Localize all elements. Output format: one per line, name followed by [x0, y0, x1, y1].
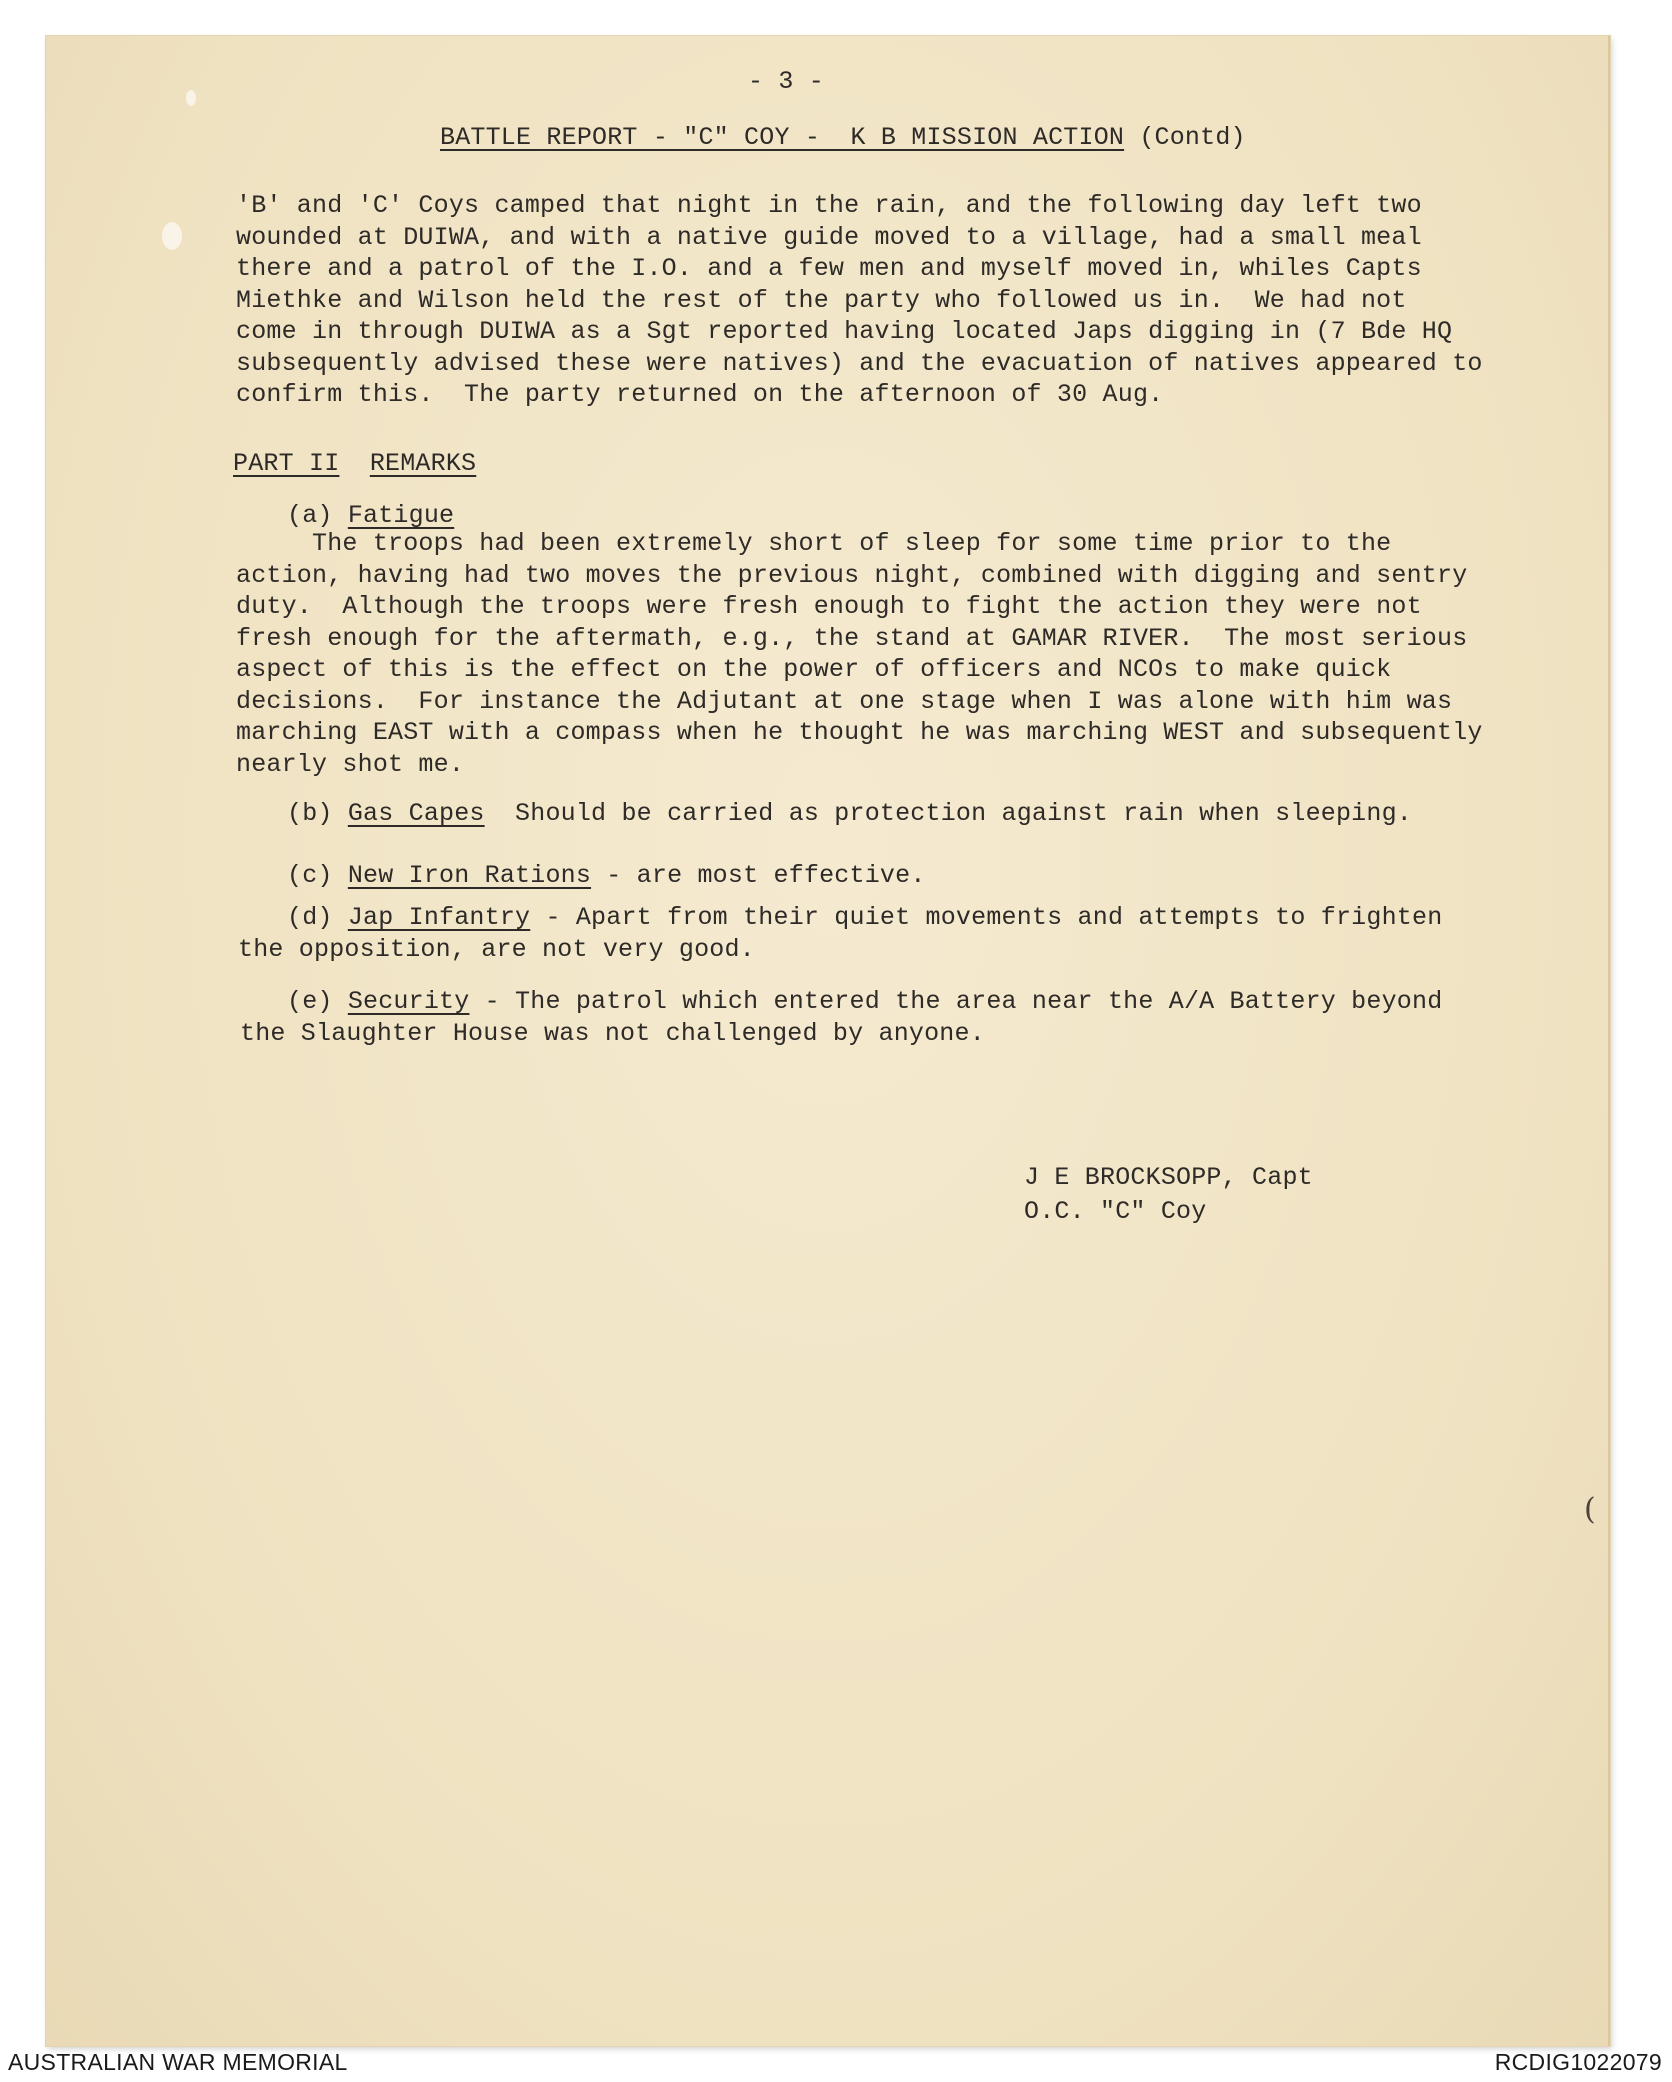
- remark-marker: (a): [287, 501, 333, 530]
- remark-heading: New Iron Rations: [347, 861, 592, 890]
- remark-d: [287, 902, 1442, 934]
- remark-marker: (c): [287, 861, 333, 890]
- remark-text: - are most effective.: [606, 861, 926, 890]
- text-line: Miethke and Wilson held the rest of the party who followed us in. We had not: [236, 285, 1407, 315]
- remark-a-heading: [287, 500, 454, 532]
- text-line: fresh enough for the aftermath, e.g., the stand at GAMAR RIVER. The most serious: [236, 623, 1468, 653]
- text-line: there and a patrol of the I.O. and a few men and myself moved in, whiles Capts: [236, 254, 1422, 283]
- page-number: - 3 -: [748, 67, 825, 96]
- text-line: action, having had two moves the previous night, combined with digging and sentry: [236, 560, 1468, 590]
- remark-a-body: [236, 528, 1483, 780]
- remark-b: [287, 798, 1412, 830]
- remark-heading: Gas Capes: [347, 799, 485, 828]
- remark-c: [287, 860, 926, 892]
- remark-text: - The patrol which entered the area near the A/A Battery beyond: [484, 987, 1443, 1016]
- section-part: PART II: [233, 449, 340, 478]
- title-suffix: (Contd): [1139, 123, 1246, 152]
- text-line: subsequently advised these were natives) and the evacuation of natives appeared to: [236, 348, 1483, 378]
- remark-heading: Security: [347, 987, 470, 1016]
- page-title: [440, 122, 1246, 154]
- remark-text: Should be carried as protection against rain when sleeping.: [515, 799, 1412, 828]
- text-line: decisions. For instance the Adjutant at one stage when I was alone with him was: [236, 686, 1453, 716]
- archive-source-label: AUSTRALIAN WAR MEMORIAL: [8, 2049, 348, 2075]
- paper-damage-mark: [186, 90, 196, 106]
- signature-role: O.C. "C" Coy: [1024, 1197, 1207, 1226]
- text-line: nearly shot me.: [236, 749, 465, 779]
- remark-e: [287, 986, 1442, 1018]
- text-line: 'B' and 'C' Coys camped that night in the rain, and the following day left two: [236, 191, 1422, 220]
- remark-text: - Apart from their quiet movements and attempts to frighten: [545, 903, 1443, 932]
- signature-name: J E BROCKSOPP, Capt: [1024, 1163, 1313, 1192]
- margin-pencil-mark: (: [1584, 1492, 1596, 1527]
- section-title: REMARKS: [369, 449, 477, 478]
- remark-d-continuation: the opposition, are not very good.: [238, 935, 755, 964]
- remark-e-continuation: the Slaughter House was not challenged by anyone.: [240, 1019, 985, 1048]
- archive-reference-id: RCDIG1022079: [1494, 2049, 1662, 2075]
- text-line: The troops had been extremely short of sleep for some time prior to the: [236, 529, 1392, 558]
- remark-marker: (b): [287, 799, 333, 828]
- text-line: aspect of this is the effect on the power of officers and NCOs to make quick: [236, 655, 1392, 684]
- remark-marker: (d): [287, 903, 333, 932]
- remark-heading: Fatigue: [347, 501, 455, 530]
- text-line: confirm this. The party returned on the afternoon of 30 Aug.: [236, 380, 1164, 409]
- remark-marker: (e): [287, 987, 333, 1016]
- paper-damage-mark: [162, 222, 182, 250]
- text-line: duty. Although the troops were fresh enough to fight the action they were not: [236, 592, 1422, 621]
- section-heading: [233, 448, 476, 480]
- text-line: marching EAST with a compass when he thought he was marching WEST and subsequently: [236, 718, 1483, 747]
- title-main: BATTLE REPORT - "C" COY - K B MISSION ACTION: [440, 123, 1125, 152]
- narrative-paragraph: [236, 190, 1483, 411]
- text-line: come in through DUIWA as a Sgt reported having located Japs digging in (7 Bde HQ: [236, 317, 1453, 346]
- remark-heading: Jap Infantry: [347, 903, 531, 932]
- text-line: wounded at DUIWA, and with a native guide moved to a village, had a small meal: [236, 222, 1422, 252]
